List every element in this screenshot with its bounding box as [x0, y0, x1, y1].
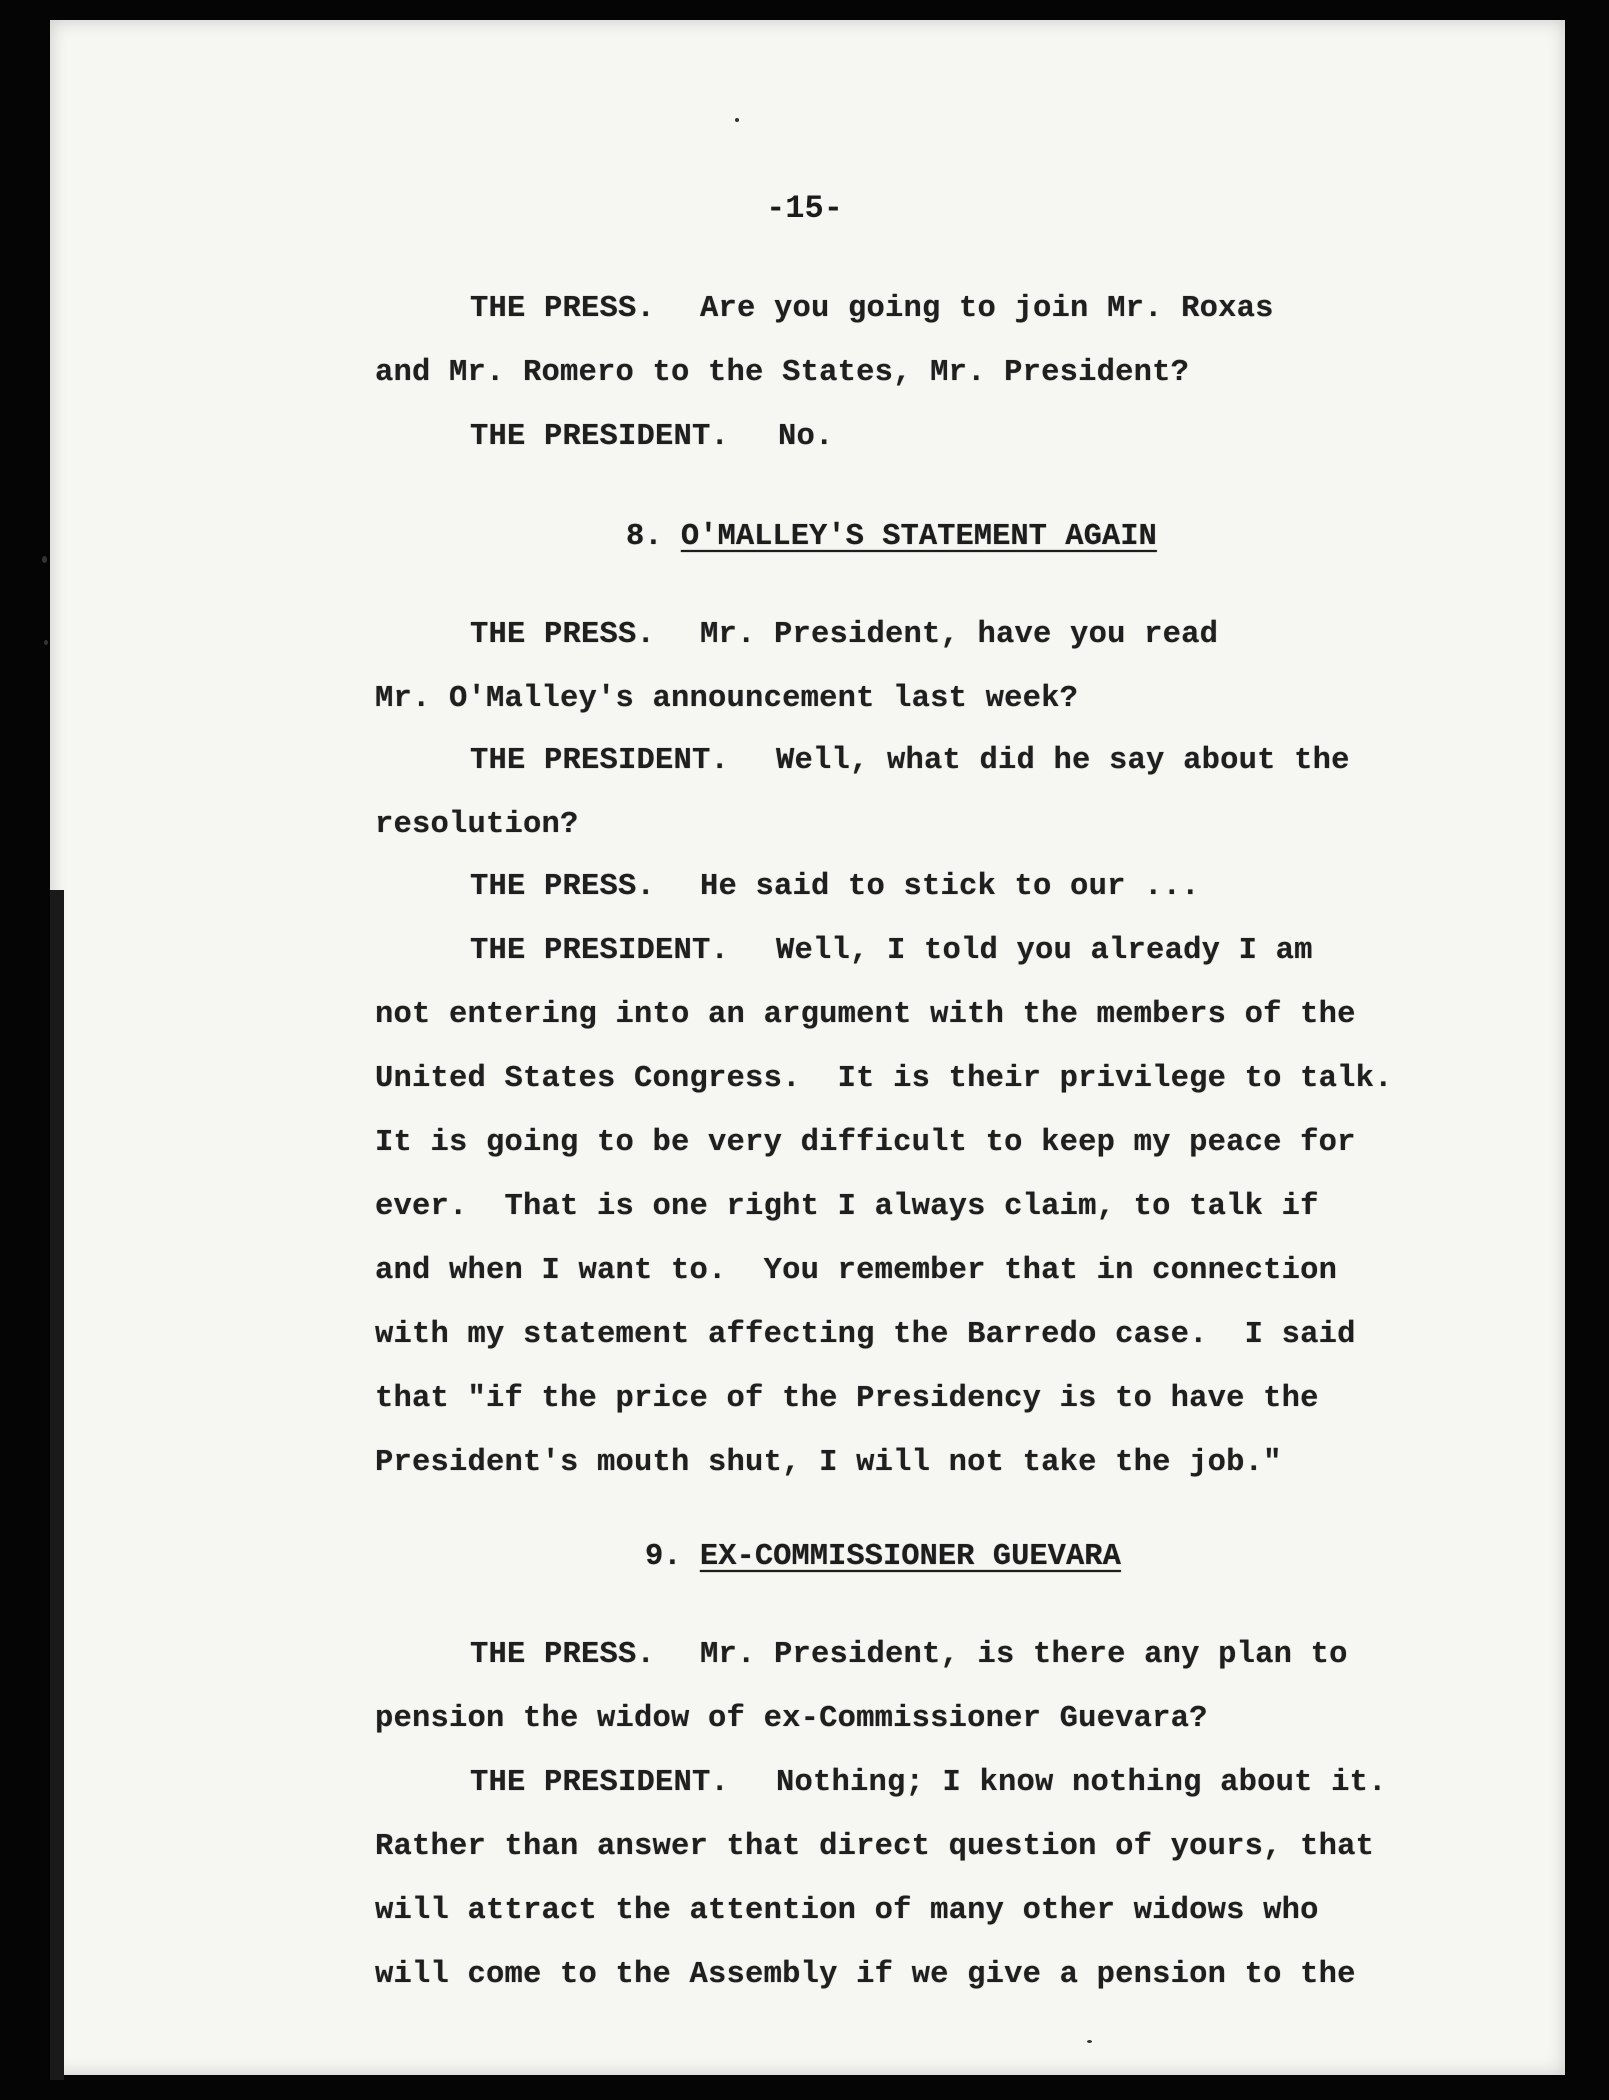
speaker-label: THE PRESS. [470, 618, 656, 652]
page-number: -15- [766, 190, 843, 227]
text-line: Well, I told you already I am [776, 934, 1313, 968]
scan-speck [44, 640, 48, 645]
text-line: ever. That is one right I always claim, to talk if [375, 1190, 1319, 1224]
section-heading-title: O'MALLEY'S STATEMENT AGAIN [680, 520, 1157, 554]
speaker-label: THE PRESIDENT. [470, 1766, 730, 1800]
scan-speck [735, 118, 739, 122]
text-line: He said to stick to our ... [700, 870, 1200, 904]
speaker-label: THE PRESIDENT. [470, 934, 730, 968]
speaker-label: THE PRESIDENT. [470, 420, 730, 454]
speaker-label: THE PRESS. [470, 292, 656, 326]
text-line: not entering into an argument with the members of the [375, 998, 1356, 1032]
speaker-label: THE PRESS. [470, 1638, 656, 1672]
text-line: Mr. President, is there any plan to [700, 1638, 1348, 1672]
text-line: Mr. President, have you read [700, 618, 1219, 652]
text-line: will attract the attention of many other widows who [375, 1894, 1319, 1928]
page-edge-shadow [50, 890, 64, 2080]
section-heading: 9. EX-COMMISSIONER GUEVARA [645, 1540, 1121, 1574]
text-line: and when I want to. You remember that in connection [375, 1254, 1338, 1288]
text-line: Nothing; I know nothing about it. [776, 1766, 1387, 1800]
scan-speck [1087, 2040, 1092, 2043]
text-line: It is going to be very difficult to keep my peace for [375, 1126, 1356, 1160]
text-line: will come to the Assembly if we give a pension to the [375, 1958, 1356, 1992]
section-heading-title: EX-COMMISSIONER GUEVARA [699, 1540, 1121, 1574]
text-line: Well, what did he say about the [776, 744, 1350, 778]
text-line: and Mr. Romero to the States, Mr. President? [375, 356, 1190, 390]
text-line: Are you going to join Mr. Roxas [700, 292, 1274, 326]
text-line: United States Congress. It is their privilege to talk. [375, 1062, 1393, 1096]
text-line: President's mouth shut, I will not take the job." [375, 1446, 1282, 1480]
text-line: Mr. O'Malley's announcement last week? [375, 682, 1079, 716]
text-line: resolution? [375, 808, 579, 842]
text-line: Rather than answer that direct question of yours, that [375, 1830, 1375, 1864]
speaker-label: THE PRESIDENT. [470, 744, 730, 778]
text-line: with my statement affecting the Barredo case. I said [375, 1318, 1356, 1352]
scan-speck [42, 556, 47, 563]
text-line: that "if the price of the Presidency is to have the [375, 1382, 1319, 1416]
section-heading: 8. O'MALLEY'S STATEMENT AGAIN [626, 520, 1157, 554]
text-line: No. [778, 420, 834, 454]
text-line: pension the widow of ex-Commissioner Guevara? [375, 1702, 1208, 1736]
speaker-label: THE PRESS. [470, 870, 656, 904]
